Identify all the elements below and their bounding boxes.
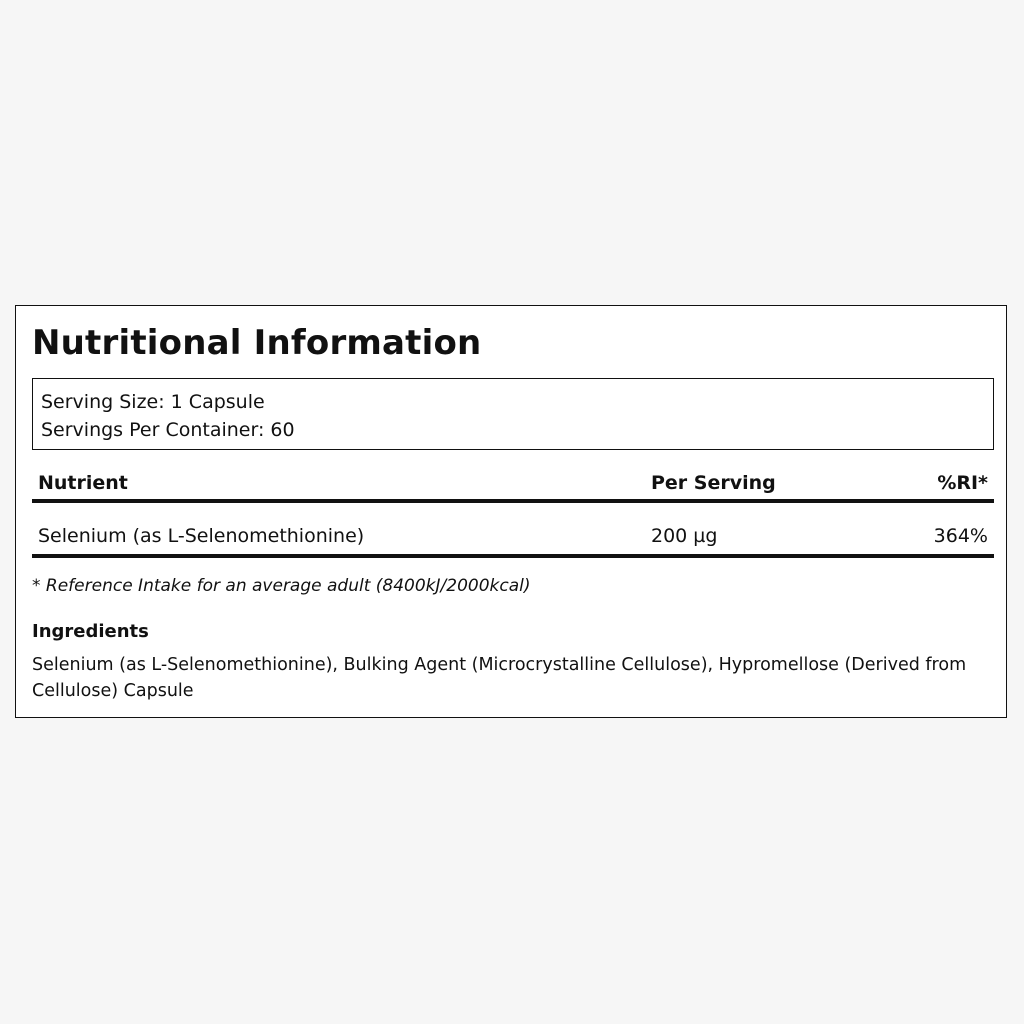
- header-ri: %RI*: [937, 472, 988, 494]
- header-nutrient: Nutrient: [38, 472, 128, 494]
- row-ri: 364%: [933, 525, 988, 547]
- label-title: Nutritional Information: [32, 323, 482, 363]
- serving-size: Serving Size: 1 Capsule: [41, 391, 265, 413]
- reference-intake-footnote: * Reference Intake for an average adult (8400kJ/2000kcal): [32, 576, 531, 596]
- serving-info-box: [32, 378, 994, 450]
- header-per-serving: Per Serving: [651, 472, 776, 494]
- nutrient-table-header: [32, 469, 994, 503]
- servings-per-container: Servings Per Container: 60: [41, 419, 295, 441]
- row-nutrient: Selenium (as L-Selenomethionine): [38, 525, 365, 547]
- ingredients-text: Selenium (as L-Selenomethionine), Bulking Agent (Microcrystalline Cellulose), Hypromellose (Derived from Cellulose) Capsule: [32, 655, 967, 701]
- ingredients-heading: Ingredients: [32, 621, 149, 642]
- table-row: [32, 510, 994, 558]
- row-per-serving: 200 µg: [651, 525, 718, 547]
- nutrition-label: [15, 305, 1007, 718]
